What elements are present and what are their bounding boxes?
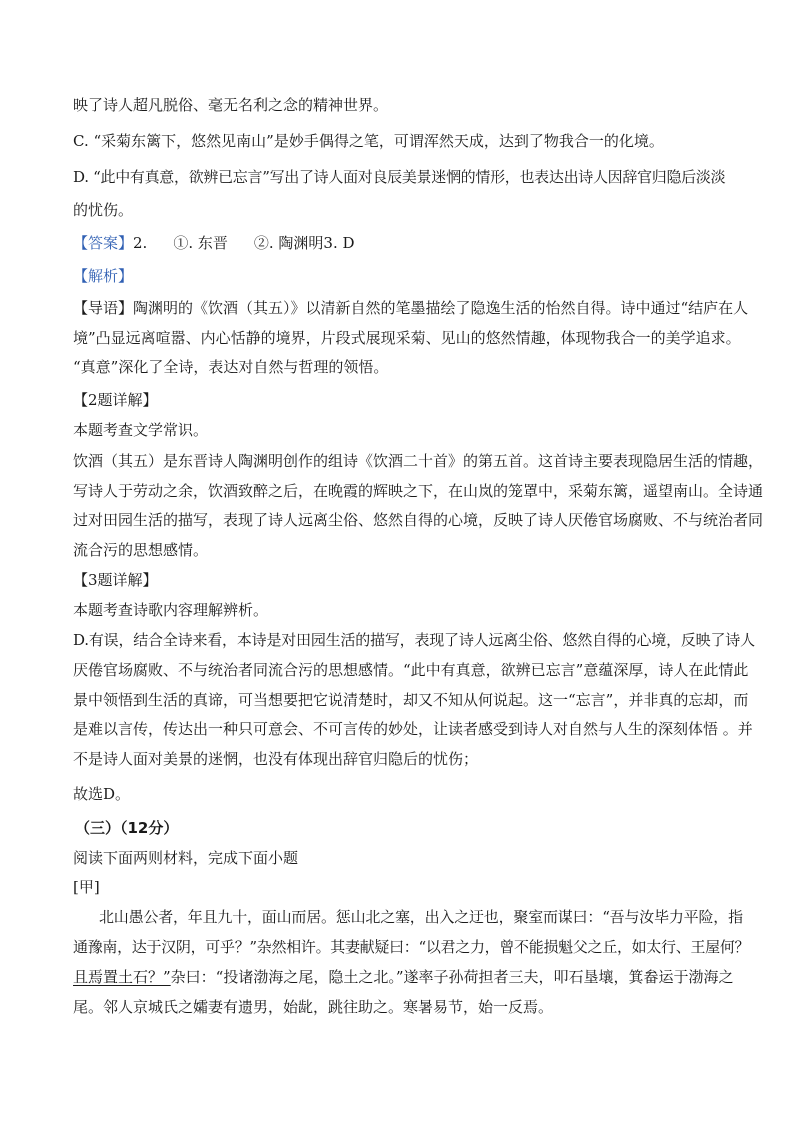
q2-detail-text-5: 流合污的思想感情。 <box>73 541 209 559</box>
q2-detail-text-4: 过对田园生活的描写，表现了诗人远离尘俗、悠然自得的心境，反映了诗人厌倦官场腐败、不与统治者同 <box>73 511 764 529</box>
q3-detail-heading: 【3题详解】 <box>73 571 158 589</box>
option-d: D. “此中有真意，欲辨已忘言”写出了诗人面对良辰美景迷惘的情形，也表达出诗人因辞官归隐后淡淡 <box>73 168 726 186</box>
material-jia-label: [甲] <box>73 878 100 896</box>
answer-q2-number: 2. <box>133 234 148 252</box>
q3-detail-text-2: D.有误，结合全诗来看，本诗是对田园生活的描写，表现了诗人远离尘俗、悠然自得的心境，反映了诗人 <box>73 631 755 649</box>
q2-detail-heading: 【2题详解】 <box>73 391 158 409</box>
intro-line-2: 境”凸显远离喧嚣、内心恬静的境界，片段式展现采菊、见山的悠然情趣，体现物我合一的美学追求。 <box>73 329 741 347</box>
option-b-continuation: 映了诗人超凡脱俗、毫无名利之念的精神世界。 <box>73 96 389 114</box>
q3-detail-text-6: 不是诗人面对美景的迷惘，也没有体现出辞官归隐后的忧伤； <box>73 750 479 768</box>
q2-detail-text-1: 本题考查文学常识。 <box>73 421 209 439</box>
q3-detail-text-4: 景中领悟到生活的真谛，可当想要把它说清楚时，却又不知从何说起。这一“忘言”，并非真的忘却，而 <box>73 691 749 709</box>
q3-conclusion: 故选D。 <box>73 785 131 803</box>
q3-detail-text-5: 是难以言传，传达出一种只可意会、不可言传的妙处，让读者感受到诗人对自然与人生的深刻体悟 。并 <box>73 720 753 738</box>
section-3-heading: （三）（12分） <box>75 819 179 837</box>
answer-q2-option-2: ②. 陶渊明 <box>253 234 324 252</box>
intro-line-3: “真意”深化了全诗，表达对自然与哲理的领悟。 <box>73 358 389 376</box>
answer-label: 【答案】 <box>73 234 134 252</box>
analysis-label: 【解析】 <box>73 267 134 285</box>
passage-line-2: 通豫南，达于汉阴，可乎？”杂然相许。其妻献疑曰：“以君之力，曾不能损魁父之丘，如太行、王屋何？ <box>73 938 750 956</box>
q3-detail-text-3: 厌倦官场腐败、不与统治者同流合污的思想感情。“此中有真意，欲辨已忘言”意蕴深厚，诗人在此情此 <box>73 661 749 679</box>
q2-detail-text-3: 写诗人于劳动之余，饮酒致醉之后，在晚霞的辉映之下，在山岚的笼罩中，采菊东篱，遥望南山。全诗通 <box>73 482 764 500</box>
answer-line <box>73 233 355 253</box>
intro-line-1: 【导语】陶渊明的《饮酒（其五）》以清新自然的笔墨描绘了隐逸生活的怡然自得。诗中通过“结庐在人 <box>73 299 749 317</box>
q3-detail-text-1: 本题考查诗歌内容理解辨析。 <box>73 601 269 619</box>
passage-line-4: 尾。邻人京城氏之孀妻有遗男，始龀，跳往助之。寒暑易节，始一反焉。 <box>73 998 554 1016</box>
passage-line-3-rest: 杂曰：“投诸渤海之尾，隐土之北。”遂率子孙荷担者三夫，叩石垦壤，箕畚运于渤海之 <box>170 968 734 986</box>
option-c: C. “采菊东篱下，悠然见南山”是妙手偶得之笔，可谓浑然天成，达到了物我合一的化境。 <box>73 132 664 150</box>
answer-q2-option-1: ①. 东晋 <box>173 234 228 252</box>
underlined-sentence: 且焉置土石？” <box>73 968 171 986</box>
q2-detail-text-2: 饮酒（其五）是东晋诗人陶渊明创作的组诗《饮酒二十首》的第五首。这首诗主要表现隐居生活的情趣， <box>73 452 764 470</box>
answer-q3: 3. D <box>323 234 355 252</box>
option-d-continuation: 的忧伤。 <box>73 201 134 219</box>
passage-line-3 <box>73 967 734 987</box>
reading-instruction: 阅读下面两则材料，完成下面小题 <box>73 849 299 867</box>
passage-line-1: 北山愚公者，年且九十，面山而居。惩山北之塞，出入之迂也，聚室而谋曰：“吾与汝毕力平险，指 <box>99 908 743 926</box>
